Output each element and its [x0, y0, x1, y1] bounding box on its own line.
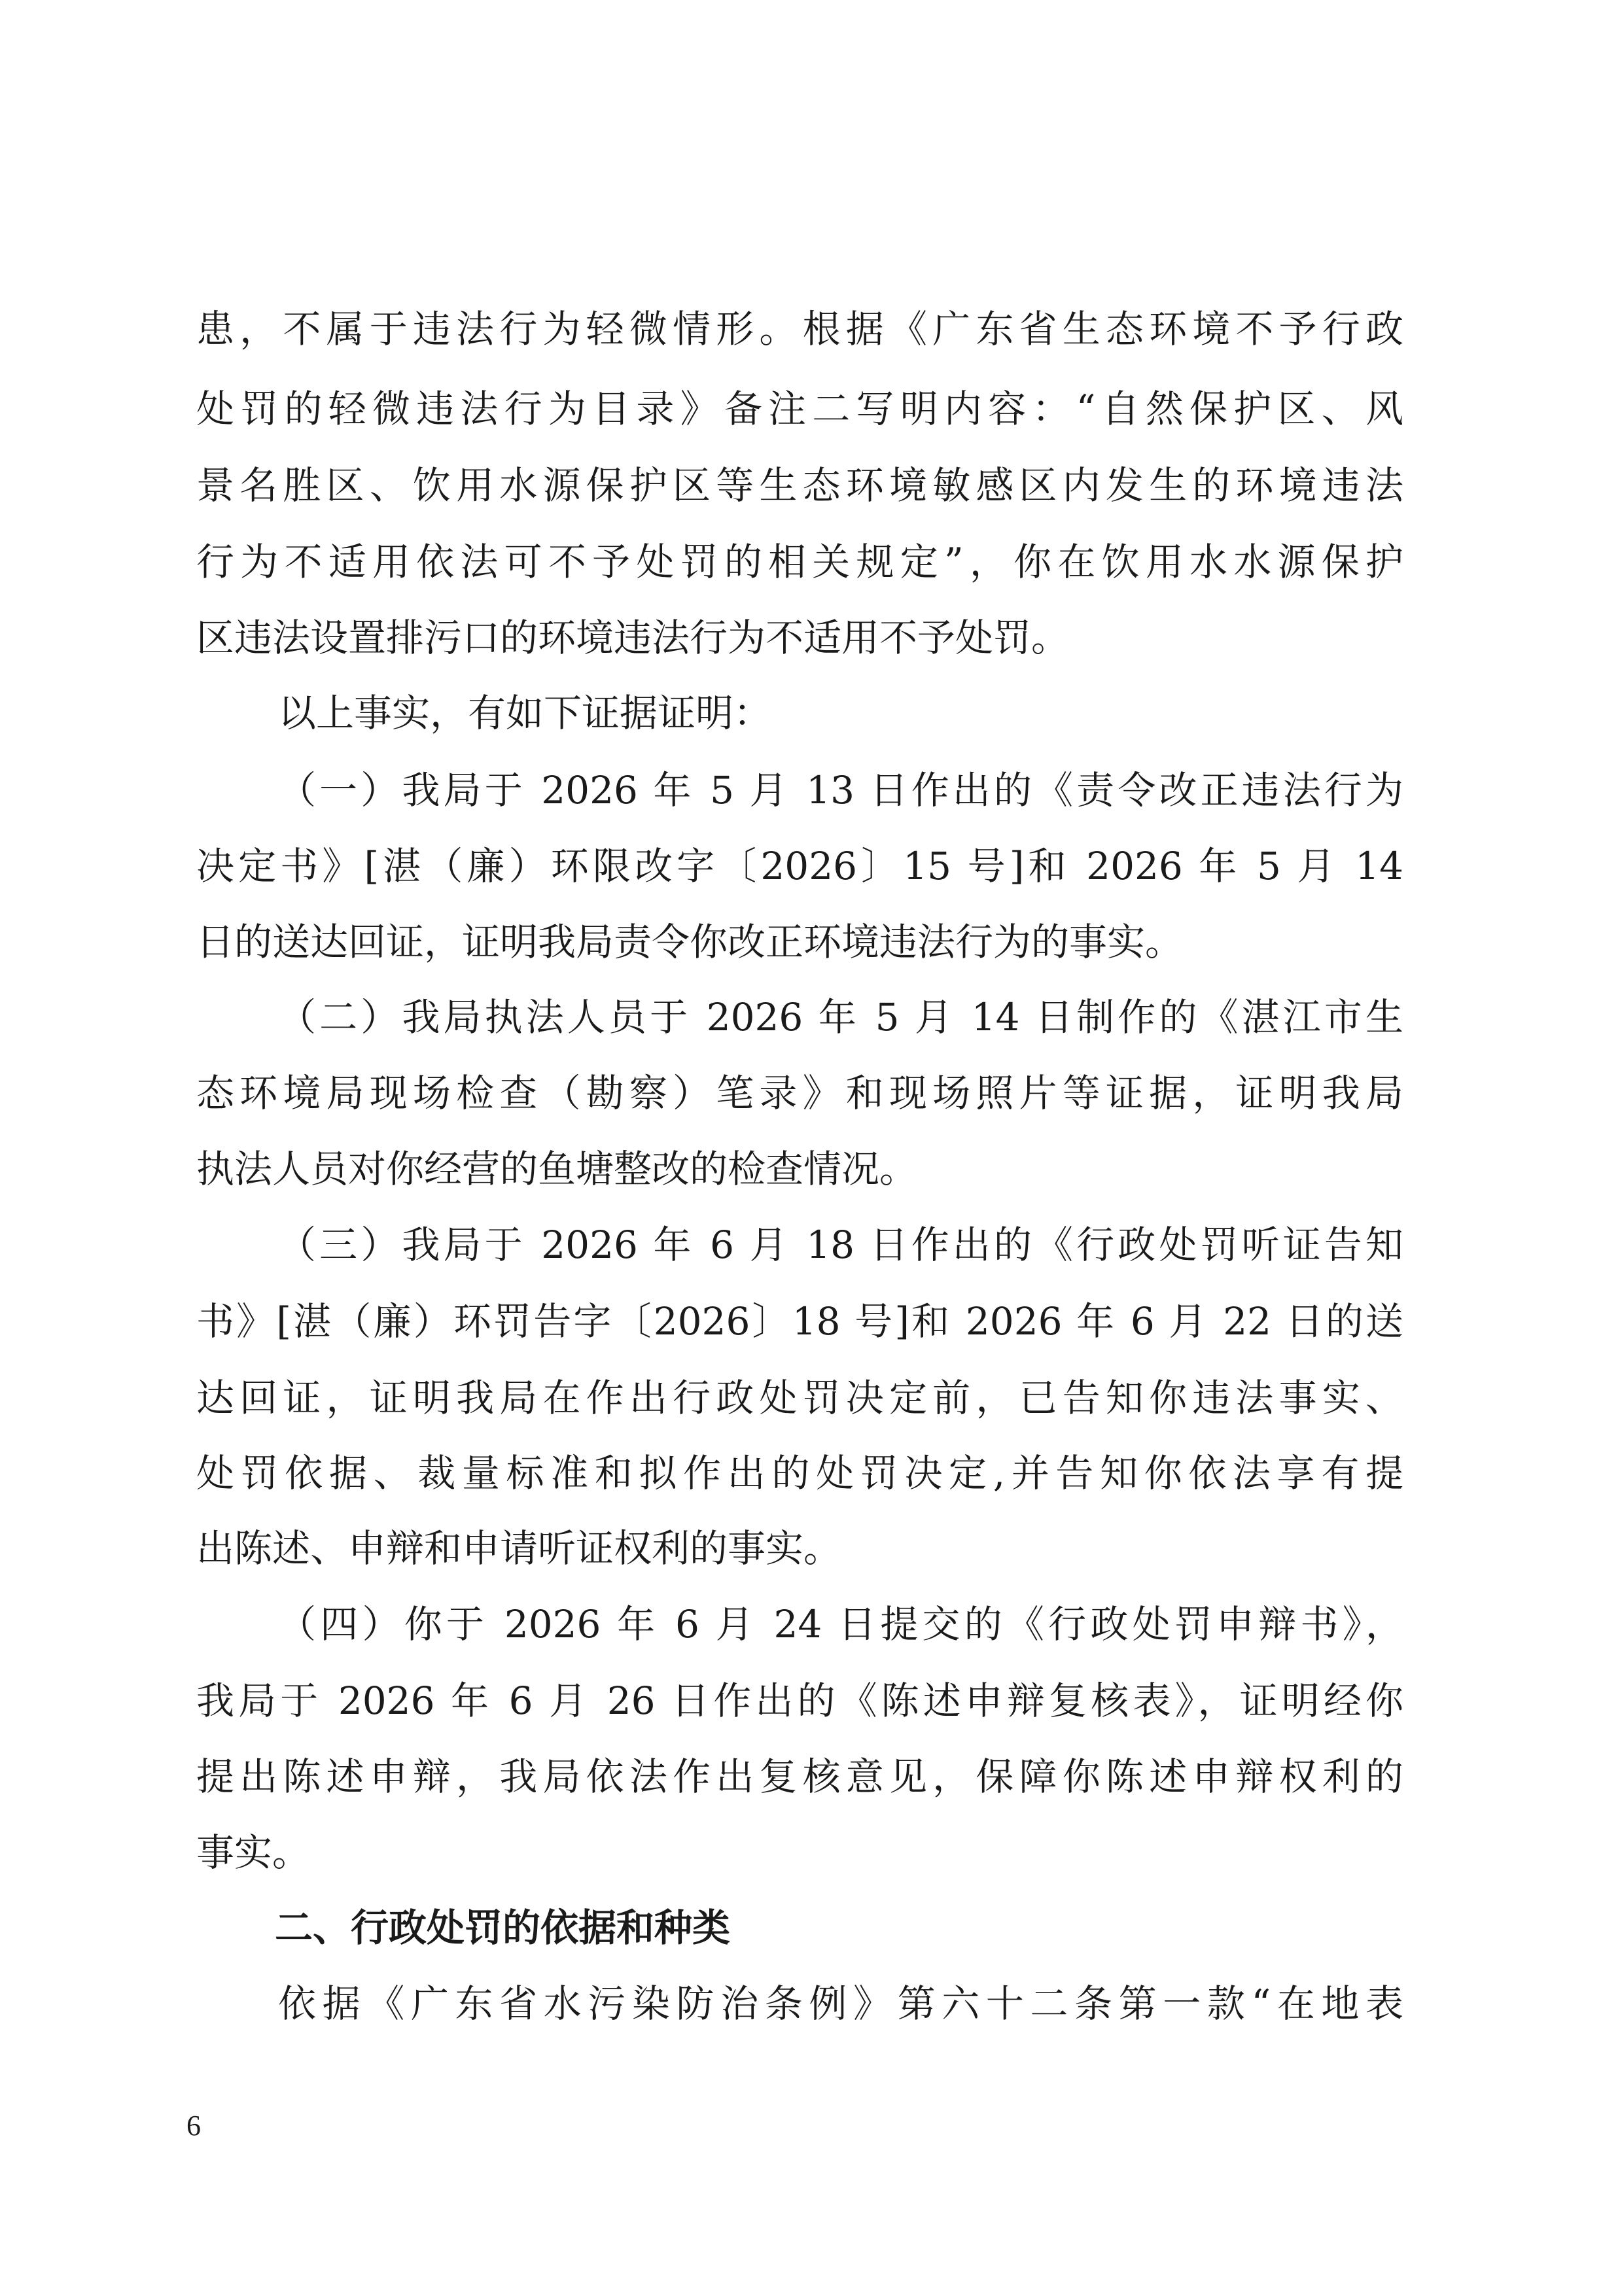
evidence-4-line-4: 事实。	[196, 1830, 311, 1875]
body-line-3: 景名胜区、饮用水源保护区等生态环境敏感区内发生的环境违法	[196, 463, 1403, 508]
body-line-2: 处罚的轻微违法行为目录》备注二写明内容：“自然保护区、风	[196, 387, 1403, 431]
evidence-4-line-1: （四）你于 2026 年 6 月 24 日提交的《行政处罚申辩书》，	[278, 1602, 1403, 1646]
evidence-4-line-3: 提出陈述申辩，我局依法作出复核意见，保障你陈述申辩权利的	[196, 1754, 1403, 1799]
body-line-5: 区违法设置排污口的环境违法行为不适用不予处罚。	[196, 616, 1070, 660]
page-number: 6	[186, 2110, 201, 2142]
evidence-1-line-3: 日的送达回证，证明我局责令你改正环境违法行为的事实。	[196, 920, 1184, 964]
evidence-3-line-2: 书》[湛（廉）环罚告字〔2026〕18 号]和 2026 年 6 月 22 日的送	[196, 1299, 1403, 1344]
evidence-1-line-2: 决定书》[湛（廉）环限改字〔2026〕15 号]和 2026 年 5 月 14	[196, 844, 1403, 888]
evidence-3-line-4: 处罚依据、裁量标准和拟作出的处罚决定,并告知你依法享有提	[196, 1451, 1403, 1495]
body-line-4: 行为不适用依法可不予处罚的相关规定”，你在饮用水水源保护	[196, 540, 1403, 584]
evidence-2-line-2: 态环境局现场检查（勘察）笔录》和现场照片等证据，证明我局	[196, 1071, 1403, 1115]
section-heading: 二、行政处罚的依据和种类	[275, 1905, 731, 1950]
evidence-3-line-5: 出陈述、申辩和申请听证权利的事实。	[196, 1526, 842, 1571]
body-line-1: 患，不属于违法行为轻微情形。根据《广东省生态环境不予行政	[196, 307, 1403, 351]
basis-line-1: 依据《广东省水污染防治条例》第六十二条第一款“在地表	[278, 1981, 1403, 2026]
evidence-2-line-1: （二）我局执法人员于 2026 年 5 月 14 日制作的《湛江市生	[278, 995, 1403, 1039]
evidence-1-line-1: （一）我局于 2026 年 5 月 13 日作出的《责令改正违法行为	[278, 768, 1403, 812]
evidence-2-line-3: 执法人员对你经营的鱼塘整改的检查情况。	[196, 1147, 918, 1191]
evidence-4-line-2: 我局于 2026 年 6 月 26 日作出的《陈述申辩复核表》，证明经你	[196, 1679, 1403, 1723]
evidence-intro: 以上事实，有如下证据证明：	[278, 691, 772, 735]
evidence-3-line-3: 达回证，证明我局在作出行政处罚决定前，已告知你违法事实、	[196, 1376, 1403, 1420]
evidence-3-line-1: （三）我局于 2026 年 6 月 18 日作出的《行政处罚听证告知	[278, 1223, 1403, 1267]
